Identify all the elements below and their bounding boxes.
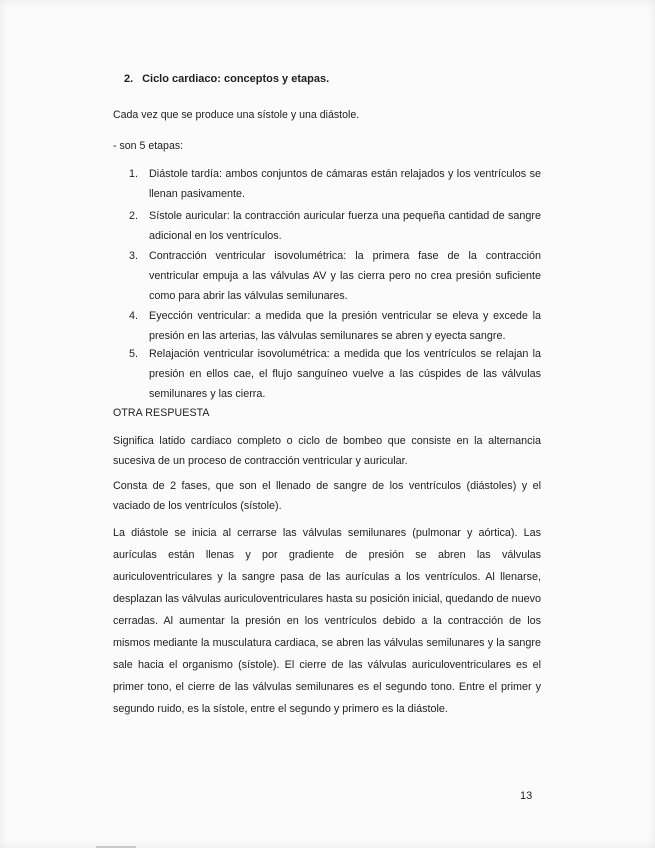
stage-number: 3. [129,250,139,262]
stage-item [129,206,541,246]
stage-text: Relajación ventricular isovolumétrica: a medida que los ventrículos se relajan la presión en ellos cae, el flujo sanguíneo vuelve a las cúspides de las válvulas semilunares y las cierra. [149,348,541,400]
stage-item [129,344,541,404]
page-number: 13 [520,790,533,802]
otra-respuesta-label: OTRA RESPUESTA [113,407,210,419]
stage-number: 1. [129,168,139,180]
stage-item [129,246,541,306]
stage-text: Contracción ventricular isovolumétrica: la primera fase de la contracción ventricular empuja a las válvulas AV y las cierra pero no crea presión suficiente como para abrir las válvulas semilunares. [149,250,541,302]
stage-text: Sístole auricular: la contracción auricular fuerza una pequeña cantidad de sangre adicional en los ventrículos. [149,210,541,242]
stage-number: 4. [129,310,139,322]
stages-intro: - son 5 etapas: [113,140,184,152]
paragraph: Consta de 2 fases, que son el llenado de sangre de los ventrículos (diástoles) y el vaciado de los ventrículos (sístole). [113,480,541,512]
intro-line: Cada vez que se produce una sístole y una diástole. [113,109,360,121]
section-title: Ciclo cardiaco: conceptos y etapas. [142,73,330,85]
stage-number: 2. [129,210,139,222]
stage-text: Eyección ventricular: a medida que la presión ventricular se eleva y excede la presión en las arterias, las válvulas semilunares se abren y eyecta sangre. [149,310,541,342]
paragraph: Significa latido cardiaco completo o ciclo de bombeo que consiste en la alternancia sucesiva de un proceso de contracción ventricular y auricular. [113,435,541,467]
section-number: 2. [124,73,134,85]
section-heading [124,73,329,85]
stage-text: Diástole tardía: ambos conjuntos de cámaras están relajados y los ventrículos se llenan pasivamente. [149,168,541,200]
stage-item [129,306,541,346]
stage-item [129,164,541,204]
stage-number: 5. [129,348,139,360]
paragraph: La diástole se inicia al cerrarse las válvulas semilunares (pulmonar y aórtica). Las aurículas están llenas y por gradiente de presión se abren las válvulas auriculoventriculares y la sangre pasa de las aurículas a los ventrículos. Al llenarse, desplazan las válvulas auriculoventriculares hasta su posición inicial, quedando de nuevo cerradas. Al aumentar la presión en los ventrículos debido a la contracción de los mismos mediante la musculatura cardiaca, se abren las válvulas semilunares y la sangre sale hacia el organismo (sístole). El cierre de las válvulas auriculoventriculares es el primer tono, el cierre de las válvulas semilunares es el segundo tono. Entre el primer y segundo ruido, es la sístole, entre el segundo y primero es la diástole. [113,527,541,715]
